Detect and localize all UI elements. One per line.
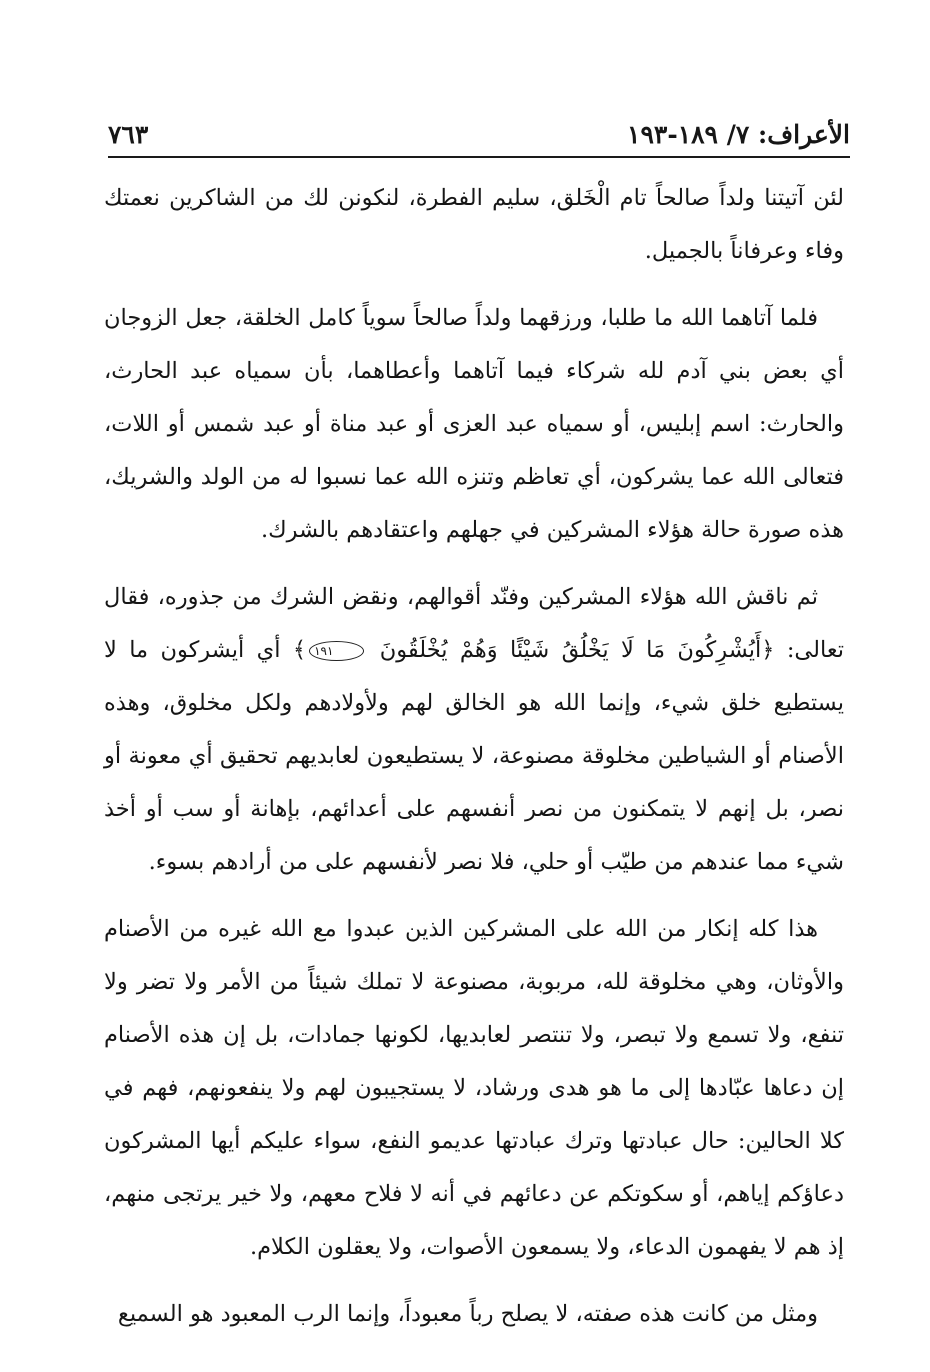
- surah-verse-reference: الأعراف: ٧/ ١٨٩-١٩٣: [627, 120, 850, 149]
- ayah-number-marker: ١٩١: [309, 641, 364, 661]
- page-header: [108, 118, 850, 158]
- paragraph-3-commentary: أي أيشركون ما لا يستطيع خلق شيء، وإنما الله هو الخالق لهم ولأولادهم ولكل مخلوق، وهذه الأصنام أو الشياطين مخلوقة مصنوعة، لا يستطيعون لعابديهم تحقيق أي معونة أو نصر، بل إنهم لا يتمكنون من نصر أنفسهم على أعدائهم، بإهانة أو سب أو أخذ شيء مما عندهم من طيّب أو حلي، فلا نصر لأنفسهم على من أرادهم بسوء.: [104, 637, 844, 875]
- paragraph-5: ومثل من كانت هذه صفته، لا يصلح رباً معبوداً، وإنما الرب المعبود هو السميع: [117, 1301, 818, 1327]
- paragraph-3: [104, 571, 844, 889]
- page-number: ٧٦٣: [108, 120, 149, 149]
- page-body: [104, 172, 844, 1355]
- paragraph-4: هذا كله إنكار من الله على المشركين الذين عبدوا مع الله غيره من الأصنام والأوثان، وهي مخلوقة لله، مربوبة، مصنوعة لا تملك شيئاً من الأمر ولا تضر ولا تنفع، ولا تسمع ولا تبصر، ولا تنتصر لعابديها، لكونها جمادات، بل إن هذه الأصنام إن دعاها عبّادها إلى ما هو هدى ورشاد، لا يستجيبون لهم ولا ينفعونهم، فهم في كلا الحالين: حال عبادتها وترك عبادتها عديمو النفع، سواء عليكم أيها المشركون دعاؤكم إياهم، أو سكوتكم عن دعائهم في أنه لا فلاح معهم، ولا خير يرتجى منهم، إذ هم لا يفهمون الدعاء، ولا يسمعون الأصوات، ولا يعقلون الكلام.: [104, 916, 844, 1260]
- quran-verse: [293, 637, 775, 663]
- paragraph-2: فلما آتاهما الله ما طلبا، ورزقهما ولداً صالحاً سوياً كامل الخلقة، جعل الزوجان أي بعض بني آدم لله شركاء فيما آتاهما وأعطاهما، بأن سمياه عبد الحارث، والحارث: اسم إبليس، أو سمياه عبد العزى أو عبد مناة أو عبد شمس أو اللات، فتعالى الله عما يشركون، أي تعاظم وتنزه الله عما نسبوا له من الولد والشريك، هذه صورة حالة هؤلاء المشركين في جهلهم واعتقادهم بالشرك.: [104, 305, 844, 543]
- paragraph-3-intro: ثم ناقش الله هؤلاء المشركين وفنّد أقوالهم، ونقض الشرك من جذوره، فقال تعالى:: [104, 584, 844, 663]
- quran-close-bracket: ﴾: [292, 637, 307, 663]
- header-divider: [108, 156, 850, 158]
- paragraph-1: لئن آتيتنا ولداً صالحاً تام الْخَلق، سليم الفطرة، لنكونن لك من الشاكرين نعمتك وفاء وعرفاناً بالجميل.: [104, 185, 844, 264]
- quran-verse-text: ﴿أَيُشْرِكُونَ مَا لَا يَخْلُقُ شَيْئًا وَهُمْ يُخْلَقُونَ: [379, 637, 775, 663]
